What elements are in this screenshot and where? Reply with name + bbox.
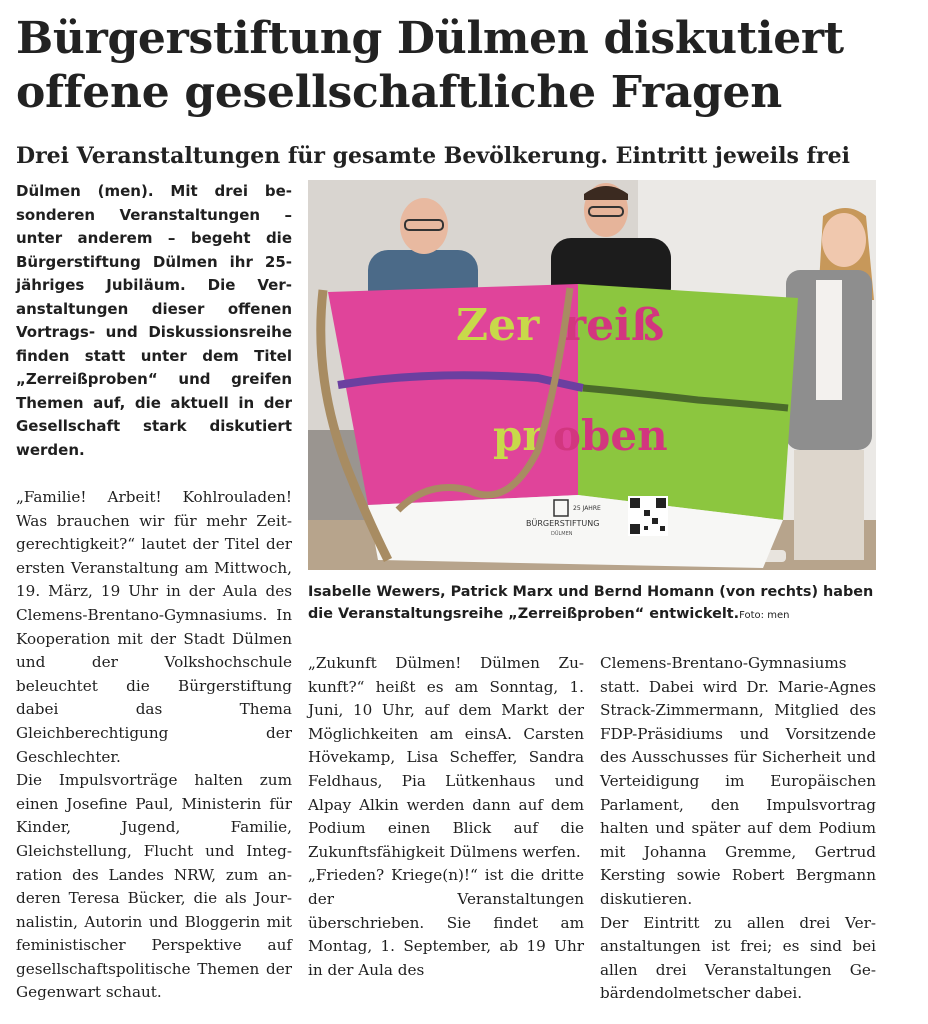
photo-caption — [308, 581, 876, 627]
subheadline: Drei Veranstaltungen für gesamte Bevölkerung. Eintritt jeweils frei — [16, 143, 850, 169]
col1-paragraph-1: „Familie! Arbeit! Kohlrouladen! Was brauchen wir für mehr Zeitgerechtigkeit?“ lautet der Titel der ersten Veranstaltung am Mittwoch, 19. März, 19 Uhr in der Aula des Clemens-Brentano-Gymnasiums. In Kooperation mit der Stadt Dülmen und der Volkshochschule beleuchtet die Bürgerstiftung dabei das Thema Gleichberechtigung der Geschlechter. — [16, 488, 292, 766]
banner-word-2-left: pr — [493, 411, 545, 460]
column-1 — [16, 486, 292, 1005]
headline-line-1: Bürgerstiftung Dülmen diskutiert — [16, 13, 844, 64]
col3-paragraph-1: Clemens-Brentano-Gymnasiums statt. Dabei wird Dr. Marie-Agnes Strack-Zimmermann, Mitglied des FDP-Präsidiums und Vorsitzende des Ausschusses für Sicherheit und Verteidigung im Europäischen Parlament, den Impulsvortrag halten und später auf dem Podium mit Johanna Gremme, Gertrud Kersting sowie Robert Bergmann diskutieren. — [600, 654, 876, 908]
banner-word-1-left: Zer — [456, 300, 540, 351]
col1-paragraph-2: Die Impulsvorträge halten zum einen Josefine Paul, Ministerin für Kinder, Jugend, Familie, Gleichstellung, Flucht und Integration des Landes NRW, zum anderen Teresa Bücker, die als Journalistin, Autorin und Bloggerin mit feministischer Perspektive auf gesellschaftspolitische Themen der Gegenwart schaut. — [16, 771, 292, 1002]
lead-paragraph: Dülmen (men). Mit drei besonderen Veranstaltungen – unter anderem – begeht die Bürgerstiftung Dülmen ihr 25-jähriges Jubiläum. Die Veranstaltungen dieser offenen Vortrags- und Diskussionsreihe finden statt unter dem Titel „Zerreißproben“ und greifen Themen auf, die aktuell in der Gesellschaft stark diskutiert werden. — [16, 182, 292, 459]
headline — [16, 12, 916, 120]
column-3 — [600, 652, 876, 1006]
article-photo — [308, 180, 876, 570]
headline-line-2: offene gesellschaftliche Fragen — [16, 67, 782, 118]
caption-text: Isabelle Wewers, Patrick Marx und Bernd Homann (von rechts) haben die Veranstaltungsreihe „Zerreißproben“ entwickelt. — [308, 584, 874, 622]
col2-paragraph-1: „Zukunft Dülmen! Dülmen Zukunft?“ heißt es am Sonntag, 1. Juni, 10 Uhr, auf dem Markt der Möglichkeiten am einsA. Carsten Hövekamp, Lisa Scheffer, Sandra Feldhaus, Pia Lütkenhaus und Alpay Alkin werden dann auf dem Podium einen Blick auf die Zukunftsfähigkeit Dülmens werfen. — [308, 654, 584, 861]
photo-illustration — [308, 180, 876, 570]
banner-org-city: DÜLMEN — [551, 531, 573, 537]
col2-paragraph-2: „Frieden? Kriege(n)!“ ist die dritte der Veranstaltungen überschrieben. Sie findet am Montag, 1. September, ab 19 Uhr in der Aula des — [308, 866, 584, 979]
col3-paragraph-2: Der Eintritt zu allen drei Veranstaltungen ist frei; es sind bei allen drei Veranstaltungen Gebärdendolmetscher dabei. — [600, 913, 876, 1003]
banner-word-2-right: oben — [553, 411, 668, 460]
banner-org-name: BÜRGERSTIFTUNG — [526, 519, 600, 528]
banner-org-small: 25 JAHRE — [573, 505, 601, 512]
qr-code-icon — [628, 496, 668, 536]
banner-word-1-right: reiß — [563, 300, 665, 351]
photo-credit: Foto: men — [739, 610, 790, 621]
column-2 — [308, 652, 584, 982]
